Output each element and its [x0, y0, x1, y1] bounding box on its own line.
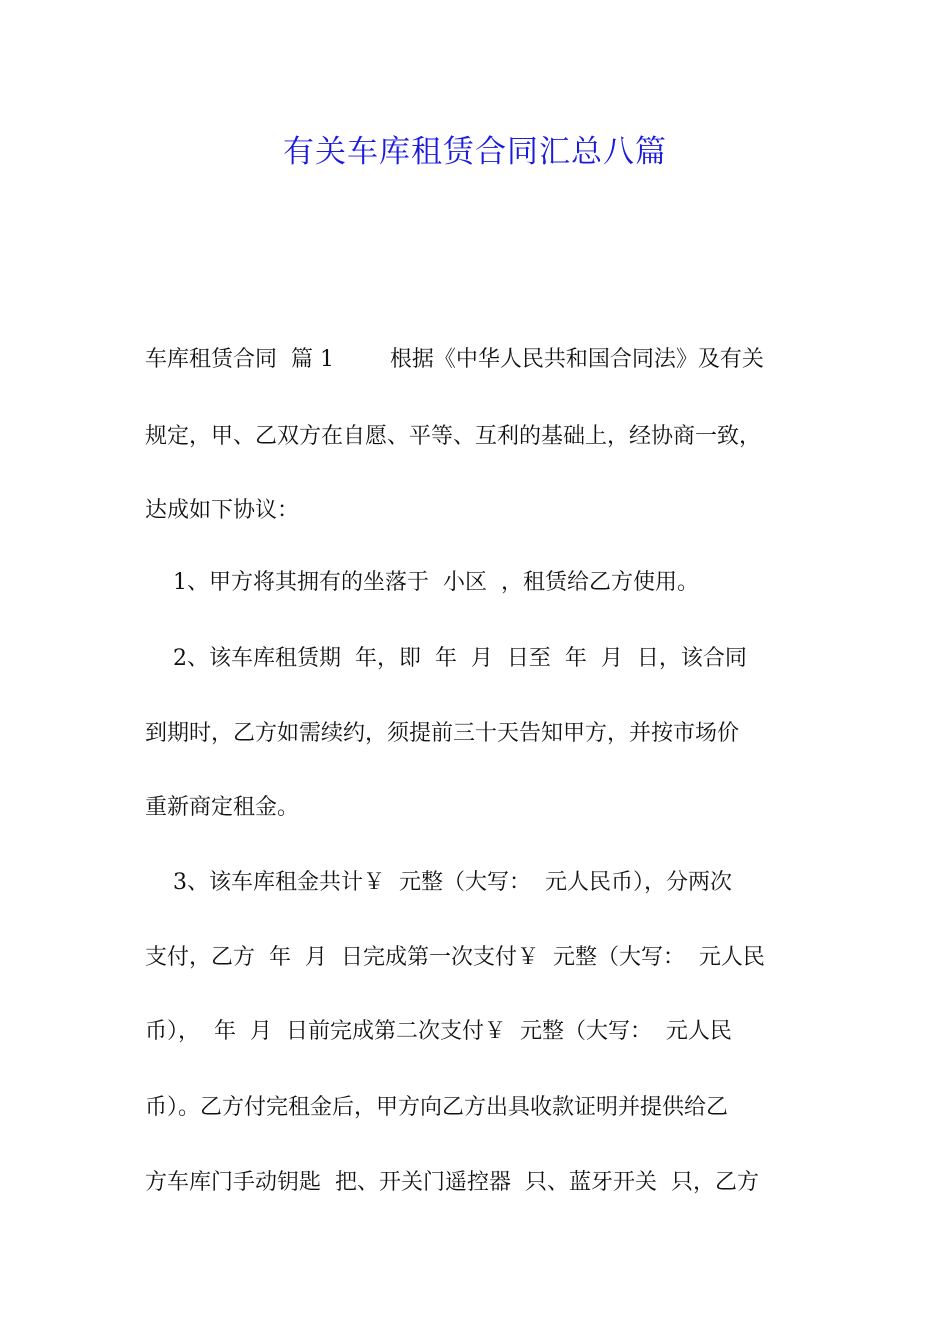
body-line-9: 支付，乙方 年 月 日完成第一次支付￥ 元整（大写： 元人民	[145, 945, 765, 970]
body-line-7: 重新商定租金。	[145, 795, 300, 820]
body-line-10: 币）， 年 月 日前完成第二次支付￥ 元整（大写： 元人民	[145, 1019, 732, 1044]
body-line-2: 规定，甲、乙双方在自愿、平等、互利的基础上，经协商一致，	[145, 424, 762, 449]
body-line-11: 币）。乙方付完租金后，甲方向乙方出具收款证明并提供给乙	[145, 1095, 729, 1120]
body-line-8: 3、该车库租金共计￥ 元整（大写： 元人民币），分两次	[145, 870, 732, 895]
body-line-5: 2、该车库租赁期 年，即 年 月 日至 年 月 日，该合同	[145, 646, 747, 671]
body-line-1: 车库租赁合同 篇 1 根据《中华人民共和国合同法》及有关	[145, 347, 764, 372]
body-line-3: 达成如下协议：	[145, 498, 300, 523]
body-line-12: 方车库门手动钥匙 把、开关门遥控器 只、蓝牙开关 只，乙方	[145, 1170, 759, 1195]
document-title: 有关车库租赁合同汇总八篇	[283, 134, 667, 170]
body-line-4: 1、甲方将其拥有的坐落于 小区 ，租赁给乙方使用。	[145, 570, 699, 595]
body-line-6: 到期时，乙方如需续约，须提前三十天告知甲方，并按市场价	[145, 721, 740, 746]
